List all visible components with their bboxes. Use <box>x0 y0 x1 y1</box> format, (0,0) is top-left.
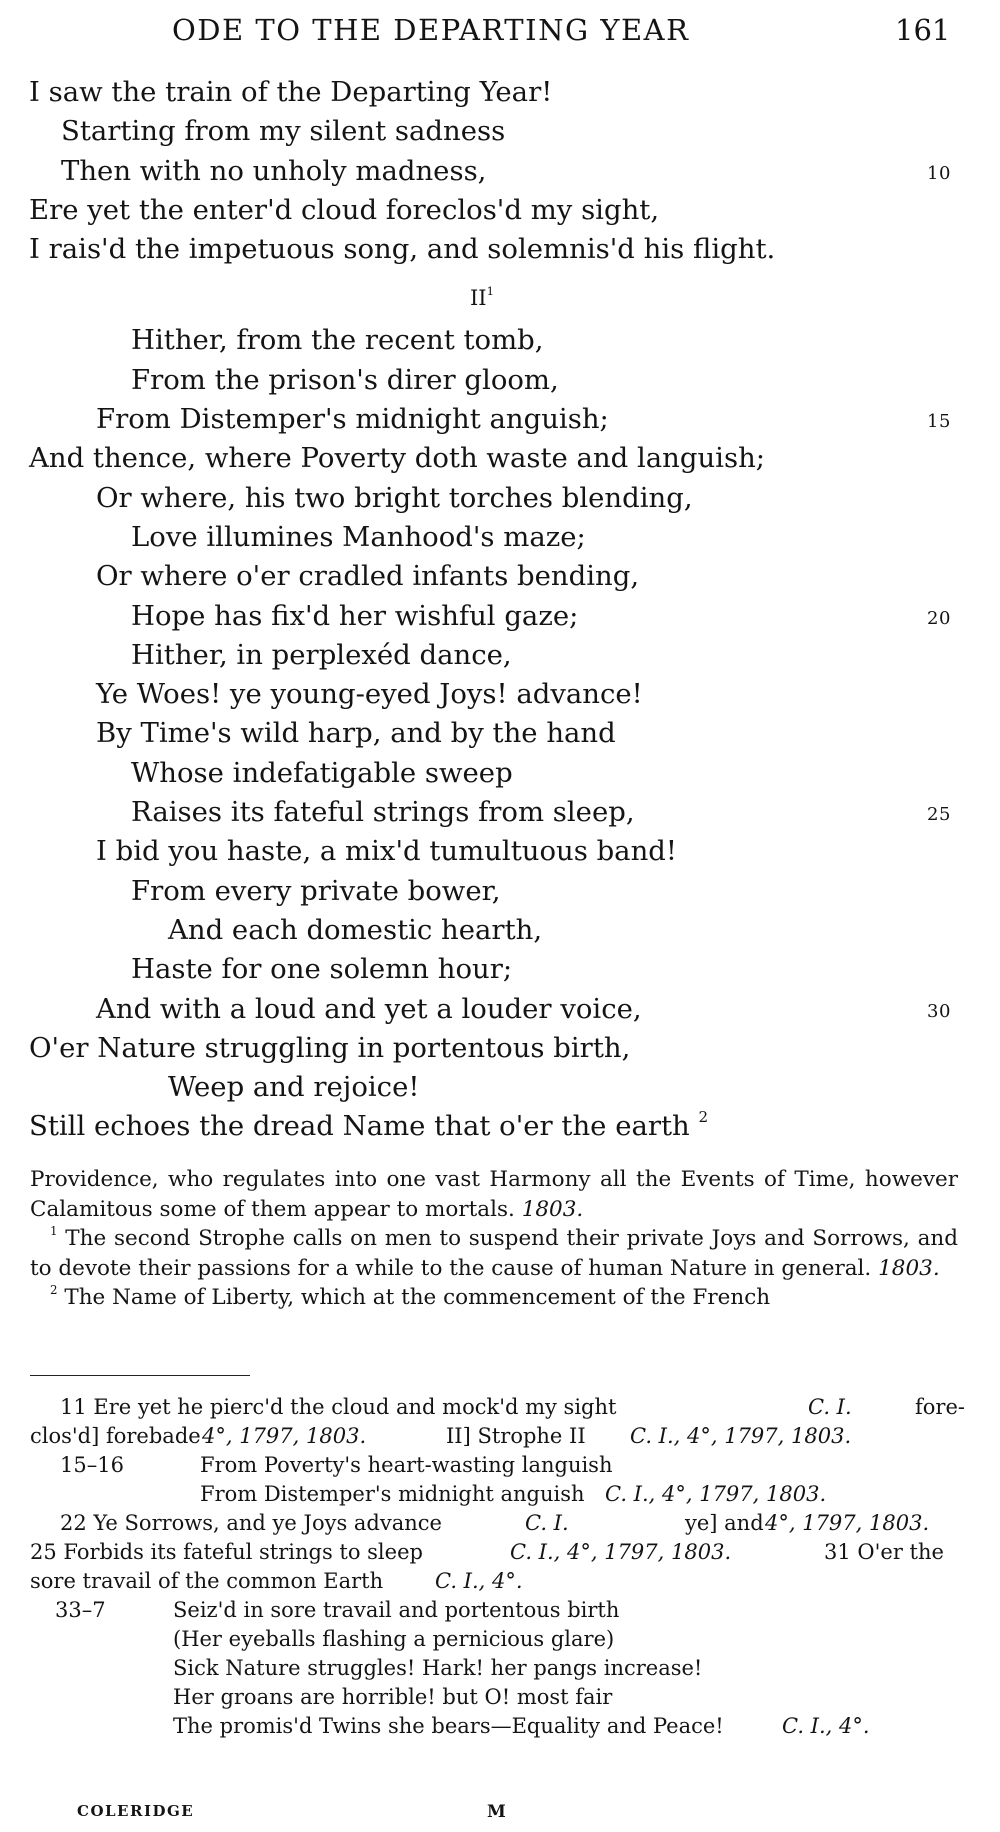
poem-line: And with a loud and yet a louder voice, 30 <box>0 990 1000 1029</box>
footnotes <box>30 1165 958 1313</box>
poem-line: I rais'd the impetuous song, and solemnis'd his flight. <box>29 233 776 266</box>
poem-line: Haste for one solemn hour; <box>131 953 513 986</box>
footnote-marker: 2 <box>698 1108 709 1127</box>
variant-row: 33–7 Seiz'd in sore travail and portentous birth <box>55 1598 620 1622</box>
poem-line: I saw the train of the Departing Year! <box>29 76 553 108</box>
page-header <box>0 10 1000 50</box>
poem-line: Ye Woes! ye young-eyed Joys! advance! <box>96 678 643 711</box>
line-number: 20 <box>927 607 951 629</box>
variant-row: 22 Ye Sorrows, and ye Joys advance C. I. ye] and 4°, 1797, 1803. <box>60 1511 930 1535</box>
variant-row: The promis'd Twins she bears—Equality and Peace! C. I., 4°. <box>173 1714 870 1738</box>
poem-line: O'er Nature struggling in portentous birth, <box>29 1031 631 1064</box>
poem-line: Raises its fateful strings from sleep, 25 <box>0 793 1000 832</box>
page-footer <box>0 1802 1000 1826</box>
poem-line: From the prison's direr gloom, <box>131 363 559 396</box>
line-number: 10 <box>927 162 951 184</box>
variant-row: 15–16 From Poverty's heart-wasting languish <box>60 1453 613 1477</box>
footnote-marker: 1 <box>486 284 494 299</box>
poem-line: Then with no unholy madness, 10 <box>0 152 1000 191</box>
gathering-signature: M <box>487 1802 506 1822</box>
footnote-1: $^1$ The second Strophe calls on men to suspend their private Joys and Sorrows, and to devote their passions for a while to the cause of human Nature in general. 1803. <box>30 1223 958 1281</box>
variant-row: 11 Ere yet he pierc'd the cloud and mock'd my sight C. I. fore- <box>60 1395 965 1419</box>
poem-line: I bid you haste, a mix'd tumultuous band! <box>96 835 677 868</box>
poem-line: Hope has fix'd her wishful gaze; 20 <box>0 597 1000 636</box>
variant-row: Sick Nature struggles! Hark! her pangs increase! <box>173 1656 703 1680</box>
section-numeral: $II^1$ <box>470 284 494 311</box>
poem-body <box>0 73 1000 1147</box>
line-number: 30 <box>927 1000 951 1022</box>
poem-line: Whose indefatigable sweep <box>131 756 513 789</box>
footnote-2: $^2$ The Name of Liberty, which at the commencement of the French <box>50 1282 771 1310</box>
poem-line: Hither, from the recent tomb, <box>131 324 544 357</box>
poem-line: Ere yet the enter'd cloud foreclos'd my sight, <box>29 193 660 226</box>
poem-line: Still echoes the dread Name that o'er the earth $^2$ <box>29 1108 709 1143</box>
variant-readings <box>30 1393 965 1741</box>
poem-line: Love illumines Manhood's maze; <box>131 520 586 553</box>
variant-row: clos'd] forebade 4°, 1797, 1803. II] Strophe II C. I., 4°, 1797, 1803. <box>30 1424 852 1448</box>
page-number: 161 <box>895 13 951 47</box>
poem-line: Weep and rejoice! <box>168 1071 420 1104</box>
poem-line: Hither, in perplexéd dance, <box>131 638 512 671</box>
poem-line: Or where, his two bright torches blending, <box>96 481 693 514</box>
poem-line: From every private bower, <box>131 874 501 907</box>
signature-mark: COLERIDGE <box>77 1802 195 1820</box>
variant-row: 25 Forbids its fateful strings to sleep C. I., 4°, 1797, 1803. 31 O'er the <box>30 1540 944 1564</box>
poem-line: From Distemper's midnight anguish; 15 <box>0 400 1000 439</box>
poem-line: And each domestic hearth, <box>168 913 543 946</box>
variant-row: Her groans are horrible! but O! most fair <box>173 1685 613 1709</box>
poem-line: And thence, where Poverty doth waste and languish; <box>29 442 766 475</box>
line-number: 25 <box>927 804 951 826</box>
line-number: 15 <box>927 411 951 433</box>
footnote-continuation: Providence, who regulates into one vast Harmony all the Events of Time, however Calamitous some of them appear to mortals. 1803. <box>30 1167 958 1222</box>
running-title: ODE TO THE DEPARTING YEAR <box>172 13 690 47</box>
poem-line: Starting from my silent sadness <box>61 115 506 148</box>
poem-line: By Time's wild harp, and by the hand <box>96 717 616 750</box>
poem-line: Or where o'er cradled infants bending, <box>96 560 640 593</box>
variant-row: From Distemper's midnight anguish C. I., 4°, 1797, 1803. <box>200 1482 827 1506</box>
variant-row: (Her eyeballs flashing a pernicious glare) <box>173 1627 615 1651</box>
variant-row: sore travail of the common Earth C. I., 4°. <box>30 1569 523 1593</box>
divider <box>30 1375 250 1376</box>
